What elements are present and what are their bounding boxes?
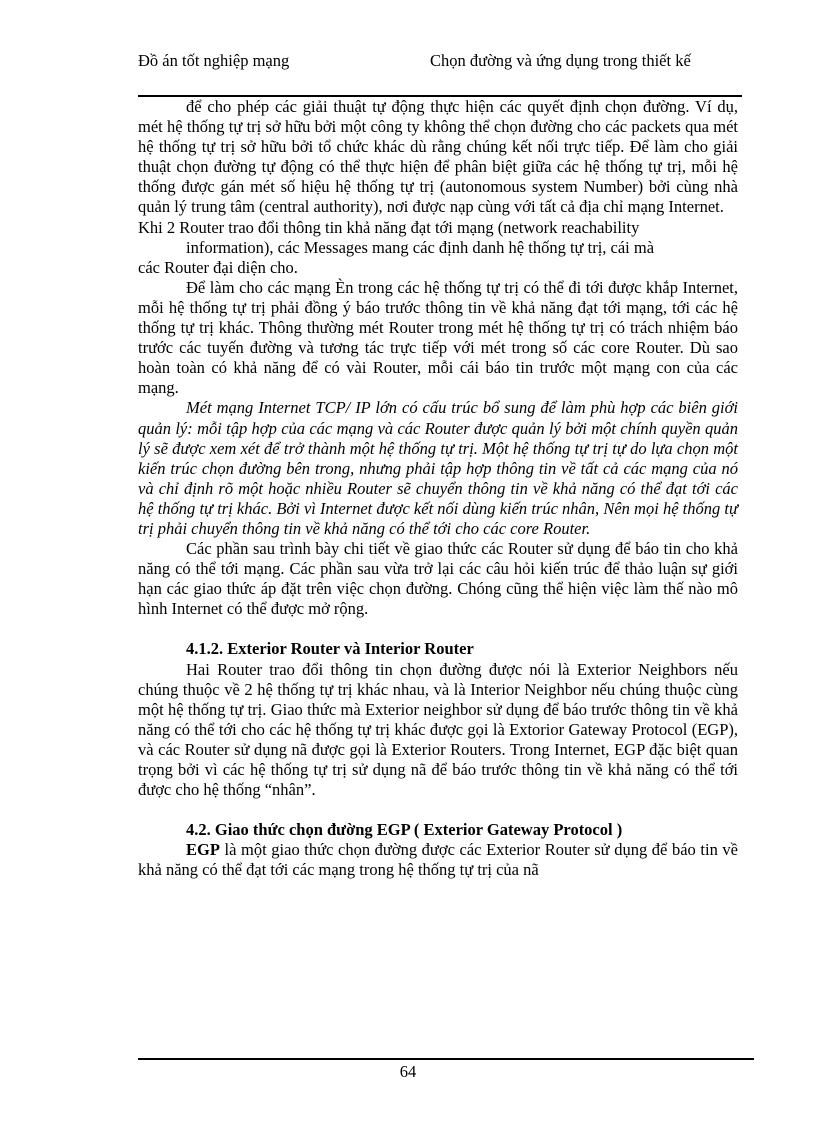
header-left: Đồ án tốt nghiệp mạng [138, 51, 290, 70]
paragraph-exterior-neighbors: Hai Router trao đổi thông tin chọn đường được nói là Exterior Neighbors nếu chúng thuộc về 2 hệ thống tự trị khác nhau, và là Interior Neighbor nếu chúng thuộc cùng một hệ thống tự trị. Giao thức mà Exterior neighbor sử dụng để báo trước thông tin về khả năng có thể tới cho các hệ thống tự trị khác được gọi là Extorior Gateway Protocol (EGP), và các Router sử dụng nã được gọi là Exterior Routers. Trong Internet, EGP đặc biệt quan trọng bởi vì các hệ thống tự trị sử dụng nã để báo trước thông tin về khả năng có thể tới được cho hệ thống “nhân”. [138, 659, 738, 800]
paragraph-following-sections: Các phần sau trình bày chi tiết về giao thức các Router sử dụng để báo tin cho khả năng có thể tới mạng. Các phần sau vừa trở lại các câu hỏi kiến trúc để thảo luận sự giới hạn các giao thức áp đặt trên việc chọn đường. Chóng cũng thể hiện việc làm thế nào mô hình Internet có thể được mở rộng. [138, 539, 738, 619]
paragraph-hidden-networks: Để làm cho các mạng Èn trong các hệ thống tự trị có thể đi tới được khắp Internet, mỗi hệ thống tự trị phải đồng ý báo trước thông tin về khả năng đạt tới mạng, tới các hệ thống tự trị khác. Thông thường mét Router trong mét hệ thống tự trị có trách nhiệm báo trước các tuyến đường và tương tác trực tiếp với mét trong số các core Router. Dù sao hoàn toàn có khả năng để có vài Router, mỗi cái báo tin trước một mạng con của các mạng. [138, 277, 738, 398]
body-text [138, 97, 738, 880]
section-heading-4-2: 4.2. Giao thức chọn đường EGP ( Exterior Gateway Protocol ) [186, 820, 623, 840]
paragraph-egp-definition [138, 840, 738, 880]
paragraph-messages-line: information), các Messages mang các định danh hệ thống tự trị, cái mà [186, 237, 655, 257]
header-right: Chọn đường và ứng dụng trong thiết kế [430, 51, 691, 70]
page-number: 64 [399, 1062, 417, 1081]
spacer [138, 800, 738, 820]
paragraph-routers-represent-line: các Router đại diện cho. [138, 257, 298, 277]
paragraph-autonomous-numbers: để cho phép các giải thuật tự động thực hiện các quyết định chọn đường. Ví dụ, mét hệ thống tự trị sở hữu bởi một công ty không thể chọn đường cho các packets qua mét hệ thống tự trị sở hữu bởi tổ chức khác dù rằng chúng kết nối trực tiếp. Để làm cho giải thuật chọn đường tự động có thể thực hiện để phân biệt giữa các hệ thống tự trị, mỗi hệ thống được gán mét số hiệu hệ thống tự trị (autonomous system Number) bởi cùng nhà quản lý trung tâm (central authority), nơi được nạp cùng với tất cả địa chỉ mạng Internet. [138, 97, 738, 217]
section-heading-4-1-2: 4.1.2. Exterior Router và Interior Router [186, 639, 474, 659]
paragraph-router-exchange-line: Khi 2 Router trao đổi thông tin khả năng đạt tới mạng (network reachability [138, 217, 640, 237]
footer-rule [138, 1058, 754, 1060]
egp-bold-term: EGP [186, 840, 220, 860]
paragraph-italic-internet-structure: Mét mạng Internet TCP/ IP lớn có cấu trúc bổ sung để làm phù hợp các biên giới quản lý: mỗi tập hợp của các mạng và các Router được quản lý bởi một chính quyền quản lý sẽ được xem xét để trở thành một hệ thống tự trị. Một hệ thống tự trị tự do lựa chọn một kiến trúc chọn đường bên trong, nhưng phải tập hợp thông tin về tất cả các mạng của nó và chỉ định rõ một hoặc nhiều Router sẽ chuyển thông tin về khả năng có thể đạt tới các hệ thống tự trị khác. Bởi vì Internet được kết nối dùng kiến trúc nhân, Nên mọi hệ thống tự trị phải chuyển thông tin về khả năng có thể tới cho các core Router. [138, 398, 738, 538]
egp-definition-text: là một giao thức chọn đường được các Exterior Router sử dụng để báo tin về khả năng có thể đạt tới các mạng trong hệ thống tự trị của nã [138, 840, 738, 880]
spacer [138, 619, 738, 639]
